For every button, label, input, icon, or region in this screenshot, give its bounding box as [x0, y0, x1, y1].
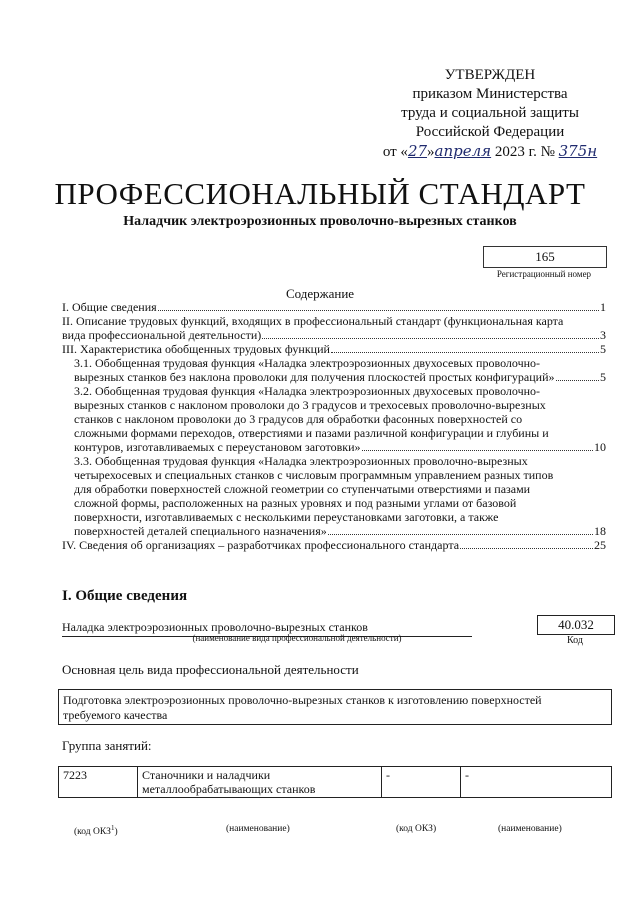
- approval-title: УТВЕРЖДЕН: [444, 67, 536, 83]
- registration-number-box: 165: [483, 246, 607, 268]
- toc-entry[interactable]: III. Характеристика обобщенных трудовых функций 5: [62, 342, 606, 356]
- toc-page: 3: [600, 328, 606, 342]
- goal-box: [58, 689, 612, 725]
- registration-number-label: Регистрационный номер: [496, 269, 592, 279]
- toc-page: 18: [594, 524, 606, 538]
- occupation-group-label: Группа занятий:: [62, 738, 152, 753]
- toc-page: 1: [600, 300, 606, 314]
- document-subtitle: Наладчик электроэрозионных проволочно-вырезных станков: [123, 214, 517, 229]
- okz-name-caption: (наименование): [226, 824, 290, 834]
- activity-code: 40.032: [537, 615, 615, 635]
- approval-date-line: [360, 142, 620, 162]
- toc-page: 25: [594, 538, 606, 552]
- date-mid: »: [427, 144, 435, 160]
- approval-line: труда и социальной защиты: [401, 105, 579, 121]
- toc-entry[interactable]: 3.2. Обобщенная трудовая функция «Наладка электроэрозионных двухосевых проволочно- вырезных станков с наклоном проволоки до 3 градусов и трехосевых проволочно-вырезных станков с наклоном проволоки до 3 градусов для обработки фасонных поверхностей со сложными формами переходов, отверстиями и пазами различной конфигурации и глубины и контуров, изготавливаемых с переустановом заготовки» 10: [74, 384, 606, 454]
- okz-name: -: [461, 767, 612, 798]
- okz-code-caption: (код ОКЗ$^1$): [74, 824, 118, 838]
- approval-line: приказом Министерства: [412, 86, 568, 102]
- okz-code: -: [382, 767, 461, 798]
- toc-entry[interactable]: IV. Сведения об организациях – разработчиках профессионального стандарта 25: [62, 538, 606, 552]
- activity-name: Наладка электроэрозионных проволочно-вырезных станков: [62, 620, 472, 637]
- goal-text: требуемого качества: [63, 708, 168, 722]
- activity-caption: (наименование вида профессиональной деятельности): [192, 633, 402, 643]
- toc-entry[interactable]: I. Общие сведения 1: [62, 300, 606, 314]
- code-caption: Код: [567, 635, 583, 646]
- date-day-handwritten: 27: [407, 142, 428, 160]
- toc-entry[interactable]: 3.1. Обобщенная трудовая функция «Наладка электроэрозионных двухосевых проволочно- вырезных станков без наклона проволоки для получения плоскостей простых конфигураций» 5: [74, 356, 606, 384]
- toc-heading: Содержание: [285, 286, 355, 301]
- document-title: ПРОФЕССИОНАЛЬНЫЙ СТАНДАРТ: [54, 176, 586, 211]
- date-prefix: от «: [382, 144, 408, 160]
- toc-page: 5: [600, 342, 606, 356]
- toc-page: 10: [594, 440, 606, 454]
- date-year: 2023 г. №: [494, 144, 555, 160]
- goal-label: Основная цель вида профессиональной деятельности: [62, 662, 359, 677]
- okz-code-caption: (код ОКЗ): [396, 824, 437, 834]
- approval-line: Российской Федерации: [415, 124, 565, 140]
- okz-name-caption: (наименование): [498, 824, 562, 834]
- okz-code: 7223: [59, 767, 138, 798]
- approval-block: [360, 66, 620, 162]
- section-heading: I. Общие сведения: [62, 588, 188, 604]
- toc-entry[interactable]: 3.3. Обобщенная трудовая функция «Наладка электроэрозионных проволочно-вырезных четырехосевых и специальных станков с числовым программным управлением разных типов для обработки поверхностей сложной геометрии со ступенчатыми отверстиями и пазами сложной формы, расположенных на разных уровнях и под разными углами от базовой поверхности, изготавливаемых с несколькими переустановками заготовки, а также поверхностей деталей специального назначения» 18: [74, 454, 606, 538]
- order-number-handwritten: 375н: [558, 142, 598, 160]
- toc-entry[interactable]: II. Описание трудовых функций, входящих в профессиональный стандарт (функциональная карта вида профессиональной деятельности) 3: [62, 314, 606, 342]
- table-of-contents: [62, 300, 606, 552]
- goal-text: Подготовка электроэрозионных проволочно-вырезных станков к изготовлению поверхностей: [63, 693, 542, 707]
- table-row: [59, 767, 612, 798]
- toc-page: 5: [600, 370, 606, 384]
- okz-name: Станочники и наладчики металлообрабатывающих станков: [138, 767, 382, 798]
- okz-table: [58, 766, 612, 798]
- date-month-handwritten: апреля: [434, 142, 492, 160]
